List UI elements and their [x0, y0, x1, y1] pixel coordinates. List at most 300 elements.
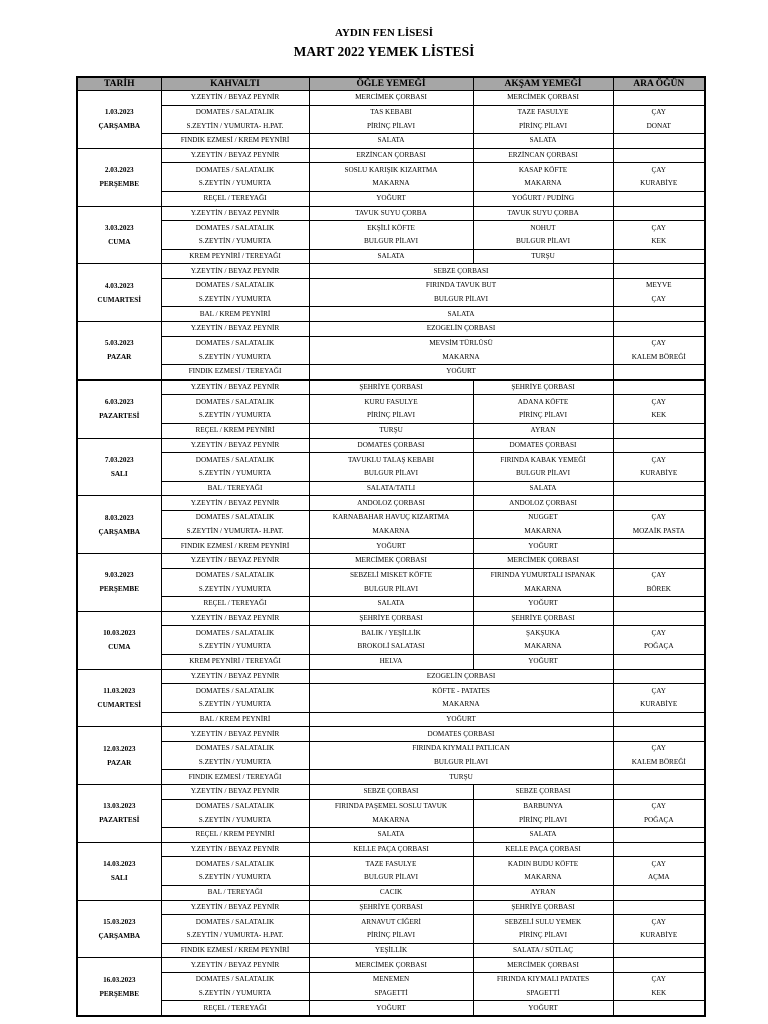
lunch-item: SALATA: [309, 134, 473, 149]
lunch-dinner-item: MEVSİM TÜRLÜSÜ: [309, 336, 613, 350]
breakfast-item: S.ZEYTİN / YUMURTA- H.PAT.: [161, 929, 309, 943]
dinner-item: SPAGETTİ: [473, 987, 613, 1001]
table-row: [77, 857, 705, 871]
dinner-item: ANDOLOZ ÇORBASI: [473, 496, 613, 511]
day-block: [77, 611, 705, 669]
table-row: [77, 640, 705, 654]
lunch-item: KURU FASULYE: [309, 395, 473, 409]
day-block: [77, 900, 705, 958]
lunch-dinner-item: EZOGELİN ÇORBASI: [309, 322, 613, 337]
breakfast-item: FINDIK EZMESİ / KREM PEYNİRİ: [161, 539, 309, 554]
day-block: [77, 785, 705, 843]
table-row: [77, 684, 705, 698]
date-cell: [77, 438, 161, 496]
snack-item: [613, 900, 705, 915]
table-row: [77, 438, 705, 453]
snack-item: [613, 91, 705, 106]
snack-item: POĞAÇA: [613, 640, 705, 654]
lunch-item: PİRİNÇ PİLAVI: [309, 409, 473, 423]
table-row: [77, 496, 705, 511]
table-row: [77, 828, 705, 843]
snack-item: [613, 365, 705, 380]
lunch-dinner-item: MAKARNA: [309, 350, 613, 364]
dinner-item: SEBZELİ SULU YEMEK: [473, 915, 613, 929]
snack-item: [613, 727, 705, 742]
date-text: 15.03.2023: [103, 917, 136, 926]
snack-item: MOZAİK PASTA: [613, 525, 705, 539]
table-row: [77, 510, 705, 524]
table-row: [77, 481, 705, 496]
breakfast-item: DOMATES / SALATALIK: [161, 453, 309, 467]
dinner-item: SALATA: [473, 828, 613, 843]
dinner-item: MAKARNA: [473, 525, 613, 539]
weekday-text: PERŞEMBE: [99, 585, 140, 594]
weekday-text: SALI: [110, 469, 128, 478]
snack-item: MEYVE: [613, 278, 705, 292]
snack-item: [613, 828, 705, 843]
weekday-text: ÇARŞAMBA: [98, 931, 141, 940]
breakfast-item: Y.ZEYTİN / BEYAZ PEYNİR: [161, 842, 309, 857]
table-row: [77, 163, 705, 177]
day-block: [77, 496, 705, 554]
lunch-item: CACIK: [309, 885, 473, 900]
dinner-item: ŞEHRİYE ÇORBASI: [473, 900, 613, 915]
snack-item: [613, 1001, 705, 1016]
table-row: [77, 105, 705, 119]
table-row: [77, 712, 705, 727]
day-block: [77, 264, 705, 322]
breakfast-item: KREM PEYNİRİ / TEREYAĞI: [161, 249, 309, 264]
table-row: [77, 365, 705, 380]
table-row: [77, 554, 705, 569]
breakfast-item: Y.ZEYTİN / BEYAZ PEYNİR: [161, 206, 309, 221]
dinner-item: PİRİNÇ PİLAVI: [473, 119, 613, 133]
table-row: [77, 539, 705, 554]
breakfast-item: DOMATES / SALATALIK: [161, 857, 309, 871]
breakfast-item: Y.ZEYTİN / BEYAZ PEYNİR: [161, 958, 309, 973]
snack-item: [613, 307, 705, 322]
dinner-item: YOĞURT: [473, 597, 613, 612]
lunch-dinner-item: KÖFTE - PATATES: [309, 684, 613, 698]
table-row: [77, 626, 705, 640]
dinner-item: FIRINDA YUMURTALI ISPANAK: [473, 568, 613, 582]
lunch-dinner-item: DOMATES ÇORBASI: [309, 727, 613, 742]
lunch-item: KARNABAHAR HAVUÇ KIZARTMA: [309, 510, 473, 524]
dinner-item: ŞEHRİYE ÇORBASI: [473, 611, 613, 626]
col-header-snack: ARA ÖĞÜN: [613, 77, 705, 91]
dinner-item: SALATA: [473, 481, 613, 496]
lunch-item: ARNAVUT CİĞERİ: [309, 915, 473, 929]
dinner-item: DOMATES ÇORBASI: [473, 438, 613, 453]
snack-item: [613, 770, 705, 785]
breakfast-item: DOMATES / SALATALIK: [161, 336, 309, 350]
breakfast-item: FINDIK EZMESİ / KREM PEYNİRİ: [161, 134, 309, 149]
table-row: [77, 669, 705, 684]
date-cell: [77, 91, 161, 149]
header-row: [77, 77, 705, 91]
table-row: [77, 206, 705, 221]
date-cell: [77, 264, 161, 322]
table-row: [77, 770, 705, 785]
table-row: [77, 336, 705, 350]
breakfast-item: Y.ZEYTİN / BEYAZ PEYNİR: [161, 727, 309, 742]
snack-item: AÇMA: [613, 871, 705, 885]
snack-item: [613, 148, 705, 163]
breakfast-item: Y.ZEYTİN / BEYAZ PEYNİR: [161, 669, 309, 684]
lunch-dinner-item: SEBZE ÇORBASI: [309, 264, 613, 279]
day-block: [77, 380, 705, 438]
day-block: [77, 148, 705, 206]
weekday-text: PAZARTESİ: [99, 816, 140, 825]
breakfast-item: Y.ZEYTİN / BEYAZ PEYNİR: [161, 496, 309, 511]
date-text: 3.03.2023: [104, 223, 134, 232]
lunch-item: SALATA: [309, 249, 473, 264]
snack-item: DONAT: [613, 119, 705, 133]
weekday-text: PERŞEMBE: [99, 989, 140, 998]
date-text: 2.03.2023: [104, 166, 134, 175]
col-header-lunch: ÖĞLE YEMEĞİ: [309, 77, 473, 91]
lunch-item: YOĞURT: [309, 191, 473, 206]
table-row: [77, 134, 705, 149]
snack-item: ÇAY: [613, 684, 705, 698]
lunch-item: MENEMEN: [309, 972, 473, 986]
dinner-item: TAVUK SUYU ÇORBA: [473, 206, 613, 221]
date-cell: [77, 611, 161, 669]
day-block: [77, 842, 705, 900]
breakfast-item: DOMATES / SALATALIK: [161, 741, 309, 755]
snack-item: [613, 496, 705, 511]
table-row: [77, 525, 705, 539]
weekday-text: PAZAR: [107, 353, 132, 362]
date-text: 7.03.2023: [104, 455, 134, 464]
lunch-item: HELVA: [309, 654, 473, 669]
dinner-item: FIRINDA KABAK YEMEĞİ: [473, 453, 613, 467]
school-name: AYDIN FEN LİSESİ: [334, 27, 434, 39]
breakfast-item: REÇEL / KREM PEYNİRİ: [161, 423, 309, 438]
date-cell: [77, 148, 161, 206]
lunch-item: SEBZE ÇORBASI: [309, 785, 473, 800]
table-row: [77, 871, 705, 885]
breakfast-item: DOMATES / SALATALIK: [161, 395, 309, 409]
lunch-dinner-item: EZOGELİN ÇORBASI: [309, 669, 613, 684]
weekday-text: CUMA: [108, 237, 131, 246]
snack-item: [613, 206, 705, 221]
day-block: [77, 727, 705, 785]
date-cell: [77, 900, 161, 958]
snack-item: ÇAY: [613, 395, 705, 409]
lunch-dinner-item: FIRINDA TAVUK BUT: [309, 278, 613, 292]
snack-item: ÇAY: [613, 857, 705, 871]
lunch-item: TURŞU: [309, 423, 473, 438]
snack-item: [613, 654, 705, 669]
date-cell: [77, 669, 161, 727]
lunch-item: PİRİNÇ PİLAVI: [309, 929, 473, 943]
dinner-item: TAZE FASULYE: [473, 105, 613, 119]
date-cell: [77, 842, 161, 900]
breakfast-item: S.ZEYTİN / YUMURTA: [161, 235, 309, 249]
dinner-item: NUGGET: [473, 510, 613, 524]
snack-item: KURABİYE: [613, 698, 705, 712]
breakfast-item: DOMATES / SALATALIK: [161, 684, 309, 698]
dinner-item: MAKARNA: [473, 640, 613, 654]
weekday-text: PERŞEMBE: [99, 180, 140, 189]
breakfast-item: DOMATES / SALATALIK: [161, 221, 309, 235]
lunch-item: EKŞİLİ KÖFTE: [309, 221, 473, 235]
weekday-text: CUMA: [108, 643, 131, 652]
breakfast-item: S.ZEYTİN / YUMURTA- H.PAT.: [161, 119, 309, 133]
lunch-item: PİRİNÇ PİLAVI: [309, 119, 473, 133]
lunch-item: ERZİNCAN ÇORBASI: [309, 148, 473, 163]
table-row: [77, 119, 705, 133]
table-row: [77, 350, 705, 364]
lunch-dinner-item: BULGUR PİLAVI: [309, 756, 613, 770]
dinner-item: YOĞURT: [473, 539, 613, 554]
breakfast-item: BAL / KREM PEYNİRİ: [161, 307, 309, 322]
breakfast-item: DOMATES / SALATALIK: [161, 626, 309, 640]
dinner-item: SALATA / SÜTLAÇ: [473, 943, 613, 958]
breakfast-item: DOMATES / SALATALIK: [161, 105, 309, 119]
snack-item: [613, 712, 705, 727]
lunch-item: TAS KEBABI: [309, 105, 473, 119]
breakfast-item: DOMATES / SALATALIK: [161, 163, 309, 177]
table-row: [77, 799, 705, 813]
dinner-item: AYRAN: [473, 885, 613, 900]
dinner-item: FIRINDA KIYMALI PATATES: [473, 972, 613, 986]
day-block: [77, 91, 705, 149]
snack-item: KEK: [613, 235, 705, 249]
date-text: 11.03.2023: [103, 686, 136, 695]
lunch-item: FIRINDA PAŞEMEL SOSLU TAVUK: [309, 799, 473, 813]
snack-item: ÇAY: [613, 293, 705, 307]
table-row: [77, 813, 705, 827]
snack-item: ÇAY: [613, 221, 705, 235]
menu-title: MART 2022 YEMEK LİSTESİ: [293, 44, 475, 59]
lunch-item: MAKARNA: [309, 177, 473, 191]
snack-item: ÇAY: [613, 453, 705, 467]
breakfast-item: S.ZEYTİN / YUMURTA: [161, 177, 309, 191]
table-row: [77, 568, 705, 582]
dinner-item: ŞEHRİYE ÇORBASI: [473, 380, 613, 395]
snack-item: [613, 842, 705, 857]
breakfast-item: DOMATES / SALATALIK: [161, 915, 309, 929]
date-text: 4.03.2023: [104, 281, 134, 290]
breakfast-item: KREM PEYNİRİ / TEREYAĞI: [161, 654, 309, 669]
lunch-item: SALATA: [309, 828, 473, 843]
dinner-item: MERCİMEK ÇORBASI: [473, 91, 613, 106]
dinner-item: ADANA KÖFTE: [473, 395, 613, 409]
breakfast-item: FINDIK EZMESİ / TEREYAĞI: [161, 770, 309, 785]
dinner-item: PİRİNÇ PİLAVI: [473, 409, 613, 423]
snack-item: KURABİYE: [613, 177, 705, 191]
table-row: [77, 943, 705, 958]
dinner-item: KASAP KÖFTE: [473, 163, 613, 177]
breakfast-item: Y.ZEYTİN / BEYAZ PEYNİR: [161, 611, 309, 626]
date-text: 13.03.2023: [103, 802, 136, 811]
dinner-item: BULGUR PİLAVI: [473, 467, 613, 481]
snack-item: ÇAY: [613, 626, 705, 640]
dinner-item: YOĞURT / PUDİNG: [473, 191, 613, 206]
weekday-text: PAZAR: [107, 758, 132, 767]
table-row: [77, 293, 705, 307]
breakfast-item: Y.ZEYTİN / BEYAZ PEYNİR: [161, 264, 309, 279]
date-cell: [77, 554, 161, 612]
dinner-item: SALATA: [473, 134, 613, 149]
snack-item: [613, 958, 705, 973]
day-block: [77, 669, 705, 727]
snack-item: [613, 554, 705, 569]
snack-item: [613, 264, 705, 279]
breakfast-item: Y.ZEYTİN / BEYAZ PEYNİR: [161, 148, 309, 163]
snack-item: ÇAY: [613, 741, 705, 755]
weekday-text: SALI: [110, 874, 128, 883]
snack-item: [613, 481, 705, 496]
breakfast-item: BAL / TEREYAĞI: [161, 481, 309, 496]
table-row: [77, 264, 705, 279]
snack-item: KURABİYE: [613, 929, 705, 943]
table-row: [77, 395, 705, 409]
dinner-item: PİRİNÇ PİLAVI: [473, 929, 613, 943]
date-text: 14.03.2023: [103, 860, 136, 869]
date-cell: [77, 322, 161, 380]
lunch-item: DOMATES ÇORBASI: [309, 438, 473, 453]
table-row: [77, 191, 705, 206]
lunch-item: BULGUR PİLAVI: [309, 871, 473, 885]
breakfast-item: BAL / KREM PEYNİRİ: [161, 712, 309, 727]
breakfast-item: Y.ZEYTİN / BEYAZ PEYNİR: [161, 438, 309, 453]
snack-item: [613, 669, 705, 684]
lunch-item: BROKOLİ SALATASI: [309, 640, 473, 654]
breakfast-item: S.ZEYTİN / YUMURTA: [161, 350, 309, 364]
lunch-item: ŞEHRİYE ÇORBASI: [309, 611, 473, 626]
date-cell: [77, 785, 161, 843]
lunch-dinner-item: YOĞURT: [309, 712, 613, 727]
table-row: [77, 972, 705, 986]
snack-item: POĞAÇA: [613, 813, 705, 827]
lunch-item: TAVUKLU TALAŞ KEBABI: [309, 453, 473, 467]
dinner-item: YOĞURT: [473, 1001, 613, 1016]
breakfast-item: DOMATES / SALATALIK: [161, 278, 309, 292]
col-header-dinner: AKŞAM YEMEĞİ: [473, 77, 613, 91]
date-text: 12.03.2023: [103, 744, 136, 753]
table-row: [77, 885, 705, 900]
lunch-item: YOĞURT: [309, 1001, 473, 1016]
breakfast-item: S.ZEYTİN / YUMURTA: [161, 293, 309, 307]
date-cell: [77, 380, 161, 438]
snack-item: BÖREK: [613, 582, 705, 596]
lunch-item: ŞEHRİYE ÇORBASI: [309, 380, 473, 395]
date-text: 8.03.2023: [104, 513, 134, 522]
dinner-item: ERZİNCAN ÇORBASI: [473, 148, 613, 163]
col-header-breakfast: KAHVALTI: [161, 77, 309, 91]
lunch-item: SALATA/TATLI: [309, 481, 473, 496]
lunch-item: MAKARNA: [309, 525, 473, 539]
dinner-item: MERCİMEK ÇORBASI: [473, 554, 613, 569]
breakfast-item: DOMATES / SALATALIK: [161, 799, 309, 813]
snack-item: [613, 322, 705, 337]
meal-menu-table: [76, 76, 706, 1017]
lunch-item: SPAGETTİ: [309, 987, 473, 1001]
table-row: [77, 423, 705, 438]
lunch-item: SEBZELİ MISKET KÖFTE: [309, 568, 473, 582]
breakfast-item: FINDIK EZMESİ / KREM PEYNİRİ: [161, 943, 309, 958]
table-row: [77, 654, 705, 669]
dinner-item: MAKARNA: [473, 177, 613, 191]
table-row: [77, 915, 705, 929]
snack-item: [613, 134, 705, 149]
table-row: [77, 611, 705, 626]
snack-item: KALEM BÖREĞİ: [613, 350, 705, 364]
snack-item: ÇAY: [613, 510, 705, 524]
table-row: [77, 235, 705, 249]
lunch-item: KELLE PAÇA ÇORBASI: [309, 842, 473, 857]
snack-item: ÇAY: [613, 972, 705, 986]
breakfast-item: S.ZEYTİN / YUMURTA: [161, 640, 309, 654]
breakfast-item: REÇEL / KREM PEYNİRİ: [161, 828, 309, 843]
dinner-item: MERCİMEK ÇORBASI: [473, 958, 613, 973]
breakfast-item: BAL / TEREYAĞI: [161, 885, 309, 900]
breakfast-item: S.ZEYTİN / YUMURTA: [161, 813, 309, 827]
breakfast-item: REÇEL / TEREYAĞI: [161, 191, 309, 206]
breakfast-item: S.ZEYTİN / YUMURTA- H.PAT.: [161, 525, 309, 539]
table-row: [77, 148, 705, 163]
table-row: [77, 756, 705, 770]
breakfast-item: S.ZEYTİN / YUMURTA: [161, 871, 309, 885]
breakfast-item: Y.ZEYTİN / BEYAZ PEYNİR: [161, 785, 309, 800]
weekday-text: PAZARTESİ: [99, 412, 140, 421]
table-row: [77, 785, 705, 800]
table-row: [77, 177, 705, 191]
date-text: 9.03.2023: [104, 571, 134, 580]
snack-item: KALEM BÖREĞİ: [613, 756, 705, 770]
lunch-item: SOSLU KARIŞIK KIZARTMA: [309, 163, 473, 177]
dinner-item: BARBUNYA: [473, 799, 613, 813]
snack-item: ÇAY: [613, 568, 705, 582]
snack-item: [613, 611, 705, 626]
table-row: [77, 727, 705, 742]
dinner-item: NOHUT: [473, 221, 613, 235]
snack-item: ÇAY: [613, 799, 705, 813]
snack-item: ÇAY: [613, 915, 705, 929]
dinner-item: KELLE PAÇA ÇORBASI: [473, 842, 613, 857]
dinner-item: SEBZE ÇORBASI: [473, 785, 613, 800]
table-row: [77, 987, 705, 1001]
lunch-item: BULGUR PİLAVI: [309, 582, 473, 596]
snack-item: ÇAY: [613, 105, 705, 119]
dinner-item: YOĞURT: [473, 654, 613, 669]
date-text: 6.03.2023: [104, 398, 134, 407]
breakfast-item: Y.ZEYTİN / BEYAZ PEYNİR: [161, 91, 309, 106]
snack-item: [613, 885, 705, 900]
snack-item: [613, 423, 705, 438]
lunch-dinner-item: FIRINDA KIYMALI PATLICAN: [309, 741, 613, 755]
table-row: [77, 597, 705, 612]
breakfast-item: DOMATES / SALATALIK: [161, 972, 309, 986]
lunch-dinner-item: TURŞU: [309, 770, 613, 785]
breakfast-item: Y.ZEYTİN / BEYAZ PEYNİR: [161, 900, 309, 915]
lunch-item: ŞEHRİYE ÇORBASI: [309, 900, 473, 915]
breakfast-item: Y.ZEYTİN / BEYAZ PEYNİR: [161, 322, 309, 337]
dinner-item: AYRAN: [473, 423, 613, 438]
lunch-item: TAZE FASULYE: [309, 857, 473, 871]
lunch-dinner-item: BULGUR PİLAVI: [309, 293, 613, 307]
breakfast-item: S.ZEYTİN / YUMURTA: [161, 467, 309, 481]
date-cell: [77, 496, 161, 554]
breakfast-item: Y.ZEYTİN / BEYAZ PEYNİR: [161, 380, 309, 395]
snack-item: [613, 380, 705, 395]
col-header-date: TARİH: [77, 77, 161, 91]
lunch-item: MERCİMEK ÇORBASI: [309, 958, 473, 973]
breakfast-item: S.ZEYTİN / YUMURTA: [161, 698, 309, 712]
